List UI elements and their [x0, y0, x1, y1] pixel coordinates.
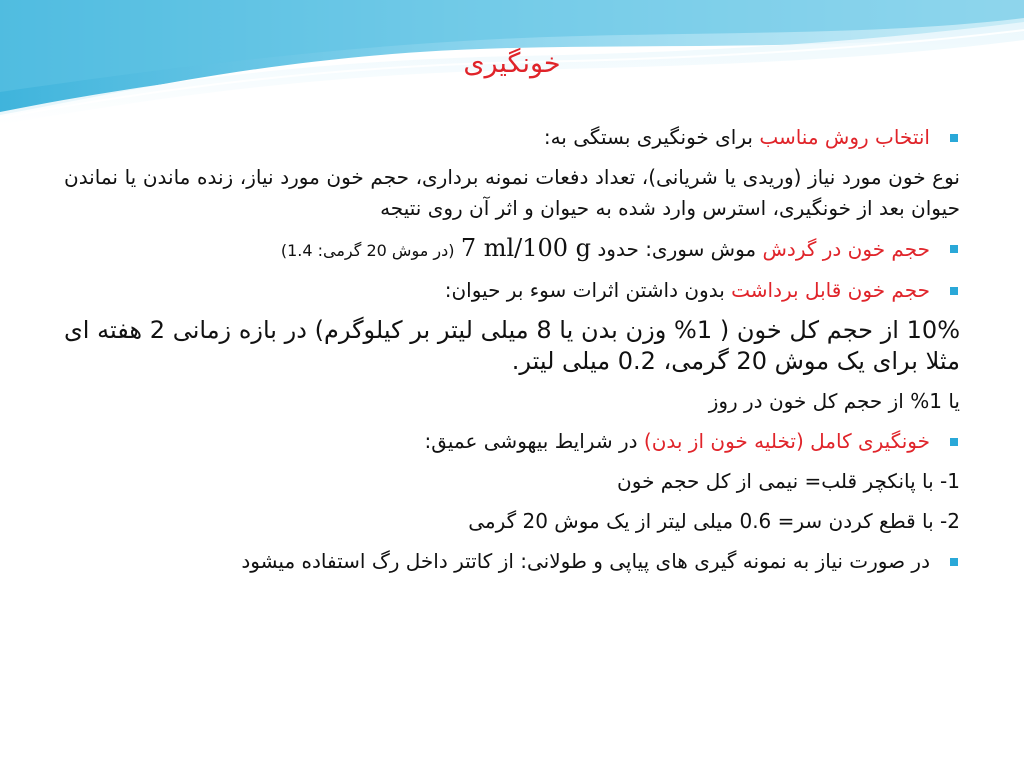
paragraph-cardiac-puncture: 1- با پانکچر قلب= نیمی از کل حجم خون [617, 469, 960, 493]
bullet-square-icon [950, 245, 958, 253]
bullet-catheter-text: در صورت نیاز به نمونه گیری های پیاپی و طولانی: از کاتتر داخل رگ استفاده میشود [241, 549, 930, 573]
bullet-terminal-text: در شرایط بیهوشی عمیق: [424, 429, 644, 453]
bullet-square-icon [950, 558, 958, 566]
circulating-volume-value: 7 ml/100 g [460, 234, 592, 262]
bullet-square-icon [950, 287, 958, 295]
bullet-method-heading: انتخاب روش مناسب [759, 125, 930, 149]
slide-content [64, 122, 960, 586]
paragraph-one-percent: یا 1% از حجم کل خون در روز [708, 389, 960, 413]
bullet-removable-volume [64, 275, 960, 306]
paragraph-decapitation: 2- با قطع کردن سر= 0.6 میلی لیتر از یک موش 20 گرمی [468, 509, 960, 533]
bullet-method [64, 122, 960, 153]
bullet-square-icon [950, 134, 958, 142]
paragraph-factors: نوع خون مورد نیاز (وریدی یا شریانی)، تعداد دفعات نمونه برداری، حجم خون مورد نیاز، زنده ماندن یا نماندن حیوان بعد از خونگیری، استرس وارد شده به حیوان و اثر آن روی نتیجه [64, 165, 960, 220]
bullet-circulating-heading: حجم خون در گردش [762, 237, 930, 261]
bullet-circulating-volume [64, 233, 960, 266]
bullet-terminal-bleeding [64, 426, 960, 457]
bullet-terminal-heading: خونگیری کامل (تخلیه خون از بدن) [643, 429, 930, 453]
bullet-removable-heading: حجم خون قابل برداشت [731, 278, 930, 302]
circulating-volume-note: (در موش 20 گرمی: 1.4) [280, 241, 455, 260]
bullet-catheter [64, 546, 960, 577]
bullet-removable-text: بدون داشتن اثرات سوء بر حیوان: [444, 278, 732, 302]
bullet-square-icon [950, 438, 958, 446]
bullet-circulating-text: موش سوری: حدود [591, 237, 763, 261]
paragraph-ten-percent: 10% از حجم کل خون ( 1% وزن بدن یا 8 میلی لیتر بر کیلوگرم) در بازه زمانی 2 هفته ای مثلا برای یک موش 20 گرمی، 0.2 میلی لیتر. [64, 316, 960, 375]
bullet-method-text: برای خونگیری بستگی به: [543, 125, 760, 149]
slide-title: خونگیری [463, 48, 561, 79]
